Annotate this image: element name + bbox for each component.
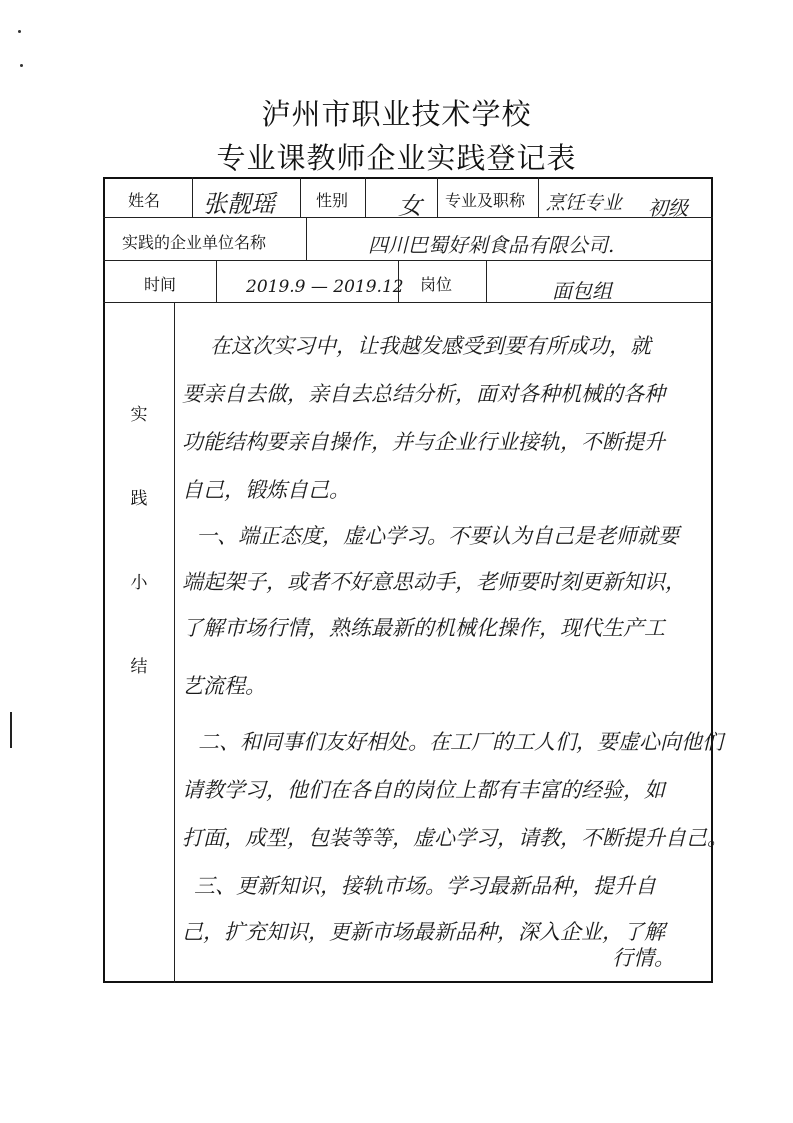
summary-line: 一、端正态度，虚心学习。不要认为自己是老师就要	[196, 524, 679, 548]
company-label: 实践的企业单位名称	[122, 233, 267, 252]
form-title: 专业课教师企业实践登记表	[216, 141, 577, 175]
summary-line: 了解市场行情，熟练最新的机械化操作，现代生产工	[182, 616, 665, 640]
post-value: 面包组	[552, 279, 612, 303]
col-divider	[538, 177, 539, 217]
time-value: 2019.9 — 2019.12	[246, 277, 404, 297]
scan-speck	[18, 30, 21, 33]
scan-speck	[20, 64, 23, 67]
company-value: 四川巴蜀好剁食品有限公司.	[368, 233, 615, 257]
row-divider	[103, 260, 713, 261]
major-value: 烹饪专业	[546, 192, 623, 214]
school-name: 泸州市职业技术学校	[261, 97, 532, 131]
major-label: 专业及职称	[445, 191, 526, 210]
col-divider	[486, 260, 487, 302]
summary-line: 行情。	[612, 946, 675, 970]
summary-label-char: 践	[130, 489, 148, 509]
summary-line: 三、更新知识，接轨市场。学习最新品种，提升自	[194, 874, 656, 898]
col-divider	[365, 177, 366, 217]
summary-label-char: 结	[130, 657, 148, 677]
col-divider	[192, 177, 193, 217]
summary-line: 己，扩充知识，更新市场最新品种，深入企业，了解	[182, 920, 665, 944]
time-label: 时间	[144, 275, 177, 294]
scan-mark	[10, 712, 12, 748]
col-divider	[437, 177, 438, 217]
summary-line: 二、和同事们友好相处。在工厂的工人们，要虚心向他们	[198, 730, 723, 754]
col-divider	[216, 260, 217, 302]
name-value: 张靓瑶	[203, 190, 275, 218]
row-divider	[103, 302, 713, 303]
summary-line: 自己，锻炼自己。	[182, 478, 350, 502]
summary-line: 要亲自去做，亲自去总结分析，面对各种机械的各种	[182, 382, 665, 406]
summary-label-char: 实	[130, 405, 148, 425]
post-label: 岗位	[420, 275, 453, 294]
col-divider	[174, 302, 175, 983]
col-divider	[300, 177, 301, 217]
gender-value: 女	[398, 192, 422, 220]
summary-line: 打面，成型，包装等等，虚心学习，请教，不断提升自己。	[182, 826, 728, 850]
col-divider	[306, 217, 307, 260]
summary-line: 在这次实习中，让我越发感受到要有所成功，就	[210, 334, 651, 358]
summary-line: 功能结构要亲自操作，并与企业行业接轨，不断提升	[182, 430, 665, 454]
summary-label-char: 小	[130, 573, 148, 593]
title-value: 初级	[648, 196, 688, 220]
summary-line: 端起架子，或者不好意思动手，老师要时刻更新知识，	[182, 570, 686, 594]
gender-label: 性别	[316, 191, 349, 210]
summary-line: 请教学习，他们在各自的岗位上都有丰富的经验，如	[182, 778, 665, 802]
summary-text	[182, 330, 728, 970]
summary-line: 艺流程。	[182, 674, 266, 698]
name-label: 姓名	[128, 191, 161, 210]
